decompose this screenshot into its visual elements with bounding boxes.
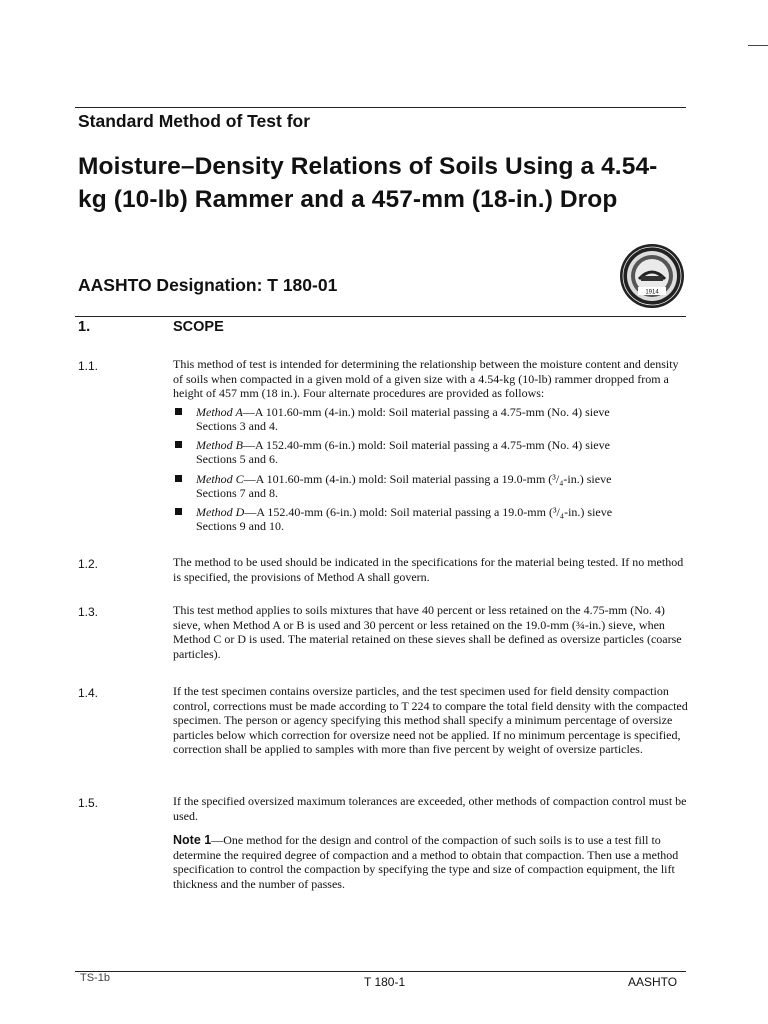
method-sections: Sections 7 and 8. — [196, 486, 278, 501]
footer-left-code: TS-1b — [80, 972, 110, 984]
section-number: 1. — [78, 319, 91, 335]
method-name: Method C — [196, 472, 244, 486]
header-rule — [75, 107, 686, 108]
method-item — [173, 405, 688, 434]
item-number: 1.4. — [78, 686, 99, 700]
bullet-icon — [175, 475, 182, 482]
method-sections: Sections 9 and 10. — [196, 519, 284, 534]
method-name: Method B — [196, 438, 243, 452]
method-name: Method A — [196, 405, 243, 419]
method-sections: Sections 3 and 4. — [196, 419, 278, 434]
method-item — [173, 438, 688, 467]
method-name: Method D — [196, 505, 245, 519]
item-number: 1.2. — [78, 557, 99, 571]
item-number: 1.1. — [78, 359, 99, 373]
note-text: —One method for the design and control of the compaction of such soils is to use a test fill to determine the required degree of compaction and a method to obtain that compaction. Then use a method specification to control the compaction by specifying the type and size of compaction equipment, the lift thickness and the number of passes. — [173, 833, 679, 891]
section-title: SCOPE — [173, 319, 224, 335]
item-number: 1.5. — [78, 796, 99, 810]
note-label: Note 1 — [173, 833, 212, 847]
bullet-icon — [175, 508, 182, 515]
item-text: This test method applies to soils mixtures that have 40 percent or less retained on the 4.75-mm (No. 4) sieve, when Method A or B is used and 30 percent or less retained on the 19.0-mm (¾-in.) sieve, when Method C or D is used. The material retained on these sieves shall be defined as oversize particles (coarse particles). — [173, 603, 682, 661]
method-sections: Sections 5 and 6. — [196, 452, 278, 467]
document-type: Standard Method of Test for — [78, 111, 311, 131]
document-title: Moisture–Density Relations of Soils Using a 4.54-kg (10-lb) Rammer and a 457-mm (18-in.) Drop — [78, 153, 658, 213]
seal-year: 1914 — [645, 289, 659, 296]
page-number: T 180-1 — [364, 975, 406, 989]
aashto-designation: AASHTO Designation: T 180-01 — [78, 275, 338, 295]
footer-rule — [75, 971, 686, 972]
method-desc: —A 101.60-mm (4-in.) mold: Soil material passing a 19.0-mm (³/₄-in.) sieve — [243, 472, 612, 486]
item-text: If the specified oversized maximum tolerances are exceeded, other methods of compaction control must be used. — [173, 794, 687, 823]
bullet-icon — [175, 408, 182, 415]
item-text: If the test specimen contains oversize particles, and the test specimen used for field density compaction control, corrections must be made according to T 224 to compare the total field density with the compacted specimen. The person or agency specifying this method shall specify a minimum percentage of oversize particles below which correction for oversize need not be applied. If no minimum percentage is specified, correction shall be applied to samples with more than five percent by weight of oversize particles. — [173, 684, 688, 757]
item-number: 1.3. — [78, 605, 99, 619]
aashto-seal-logo — [619, 243, 685, 309]
method-desc: —A 152.40-mm (6-in.) mold: Soil material passing a 19.0-mm (³/₄-in.) sieve — [244, 505, 613, 519]
section-rule — [75, 316, 686, 317]
item-text: The method to be used should be indicated in the specifications for the material being tested. If no method is specified, the provisions of Method A shall govern. — [173, 555, 684, 584]
method-item — [173, 472, 688, 501]
method-desc: —A 101.60-mm (4-in.) mold: Soil material passing a 4.75-mm (No. 4) sieve — [242, 405, 610, 419]
note-block — [173, 833, 688, 891]
item-text: This method of test is intended for determining the relationship between the moisture content and density of soils when compacted in a given mold of a given size with a 4.54-kg (10-lb) rammer dropped from a height of 457 mm (18 in.). Four alternate procedures are provided as follows: — [173, 357, 679, 401]
footer-publisher: AASHTO — [628, 975, 678, 989]
method-item — [173, 505, 688, 534]
edge-mark — [748, 45, 768, 46]
bullet-icon — [175, 441, 182, 448]
method-desc: —A 152.40-mm (6-in.) mold: Soil material passing a 4.75-mm (No. 4) sieve — [243, 438, 610, 452]
